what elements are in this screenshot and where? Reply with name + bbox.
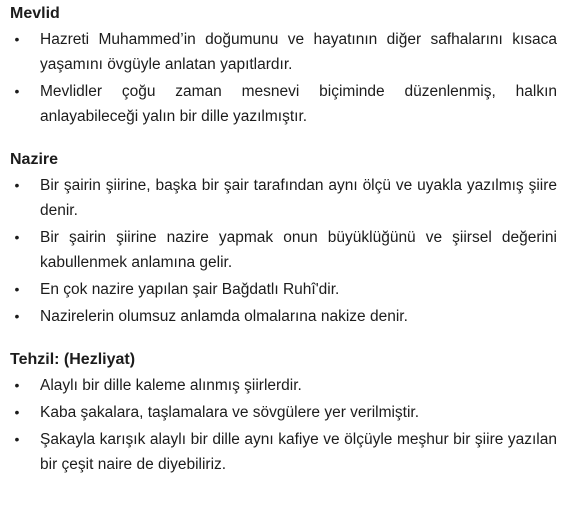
list-item-text: Şakayla karışık alaylı bir dille aynı kafiye ve ölçüyle meşhur bir şiire yazılan bir çeşit naire de diyebiliriz.	[40, 431, 557, 473]
list-item	[10, 27, 557, 77]
bullet-list-tehzil	[10, 373, 563, 477]
list-item	[10, 373, 557, 398]
section-heading-tehzil: Tehzil: (Hezliyat)	[10, 351, 136, 368]
list-item	[10, 79, 557, 129]
bullet-list-nazire	[10, 173, 563, 329]
bullet-icon: •	[14, 377, 20, 393]
bullet-icon: •	[14, 83, 20, 99]
bullet-icon: •	[14, 177, 20, 193]
section-tehzil	[10, 348, 563, 477]
list-item-text: Nazirelerin olumsuz anlamda olmalarına nakize denir.	[40, 308, 408, 325]
list-item-text: Bir şairin şiirine nazire yapmak onun büyüklüğünü ve şiirsel değerini kabullenmek anlamına gelir.	[40, 229, 557, 271]
list-item-text: Bir şairin şiirine, başka bir şair tarafından aynı ölçü ve uyakla yazılmış şiire denir.	[40, 177, 557, 219]
list-item-text: Mevlidler çoğu zaman mesnevi biçiminde düzenlenmiş, halkın anlayabileceği yalın bir dille yazılmıştır.	[40, 83, 557, 125]
list-item-text: Kaba şakalara, taşlamalara ve sövgülere yer verilmiştir.	[40, 404, 420, 421]
bullet-icon: •	[14, 229, 20, 245]
bullet-icon: •	[14, 431, 20, 447]
list-item-text: Alaylı bir dille kaleme alınmış şiirlerdir.	[40, 377, 302, 394]
section-nazire	[10, 148, 563, 329]
section-heading-nazire: Nazire	[10, 151, 59, 168]
bullet-icon: •	[14, 281, 20, 297]
section-mevlid	[10, 2, 563, 129]
list-item	[10, 225, 557, 275]
list-item	[10, 400, 557, 425]
list-item	[10, 304, 557, 329]
bullet-icon: •	[14, 308, 20, 324]
list-item	[10, 427, 557, 477]
bullet-icon: •	[14, 31, 20, 47]
bullet-icon: •	[14, 404, 20, 420]
list-item-text: En çok nazire yapılan şair Bağdatlı Ruhî'dir.	[40, 281, 340, 298]
bullet-list-mevlid	[10, 27, 563, 129]
list-item	[10, 173, 557, 223]
list-item-text: Hazreti Muhammed’in doğumunu ve hayatının diğer safhalarını kısaca yaşamını övgüyle anlatan yapıtlardır.	[40, 31, 557, 73]
section-heading-mevlid: Mevlid	[10, 5, 60, 22]
list-item	[10, 277, 557, 302]
